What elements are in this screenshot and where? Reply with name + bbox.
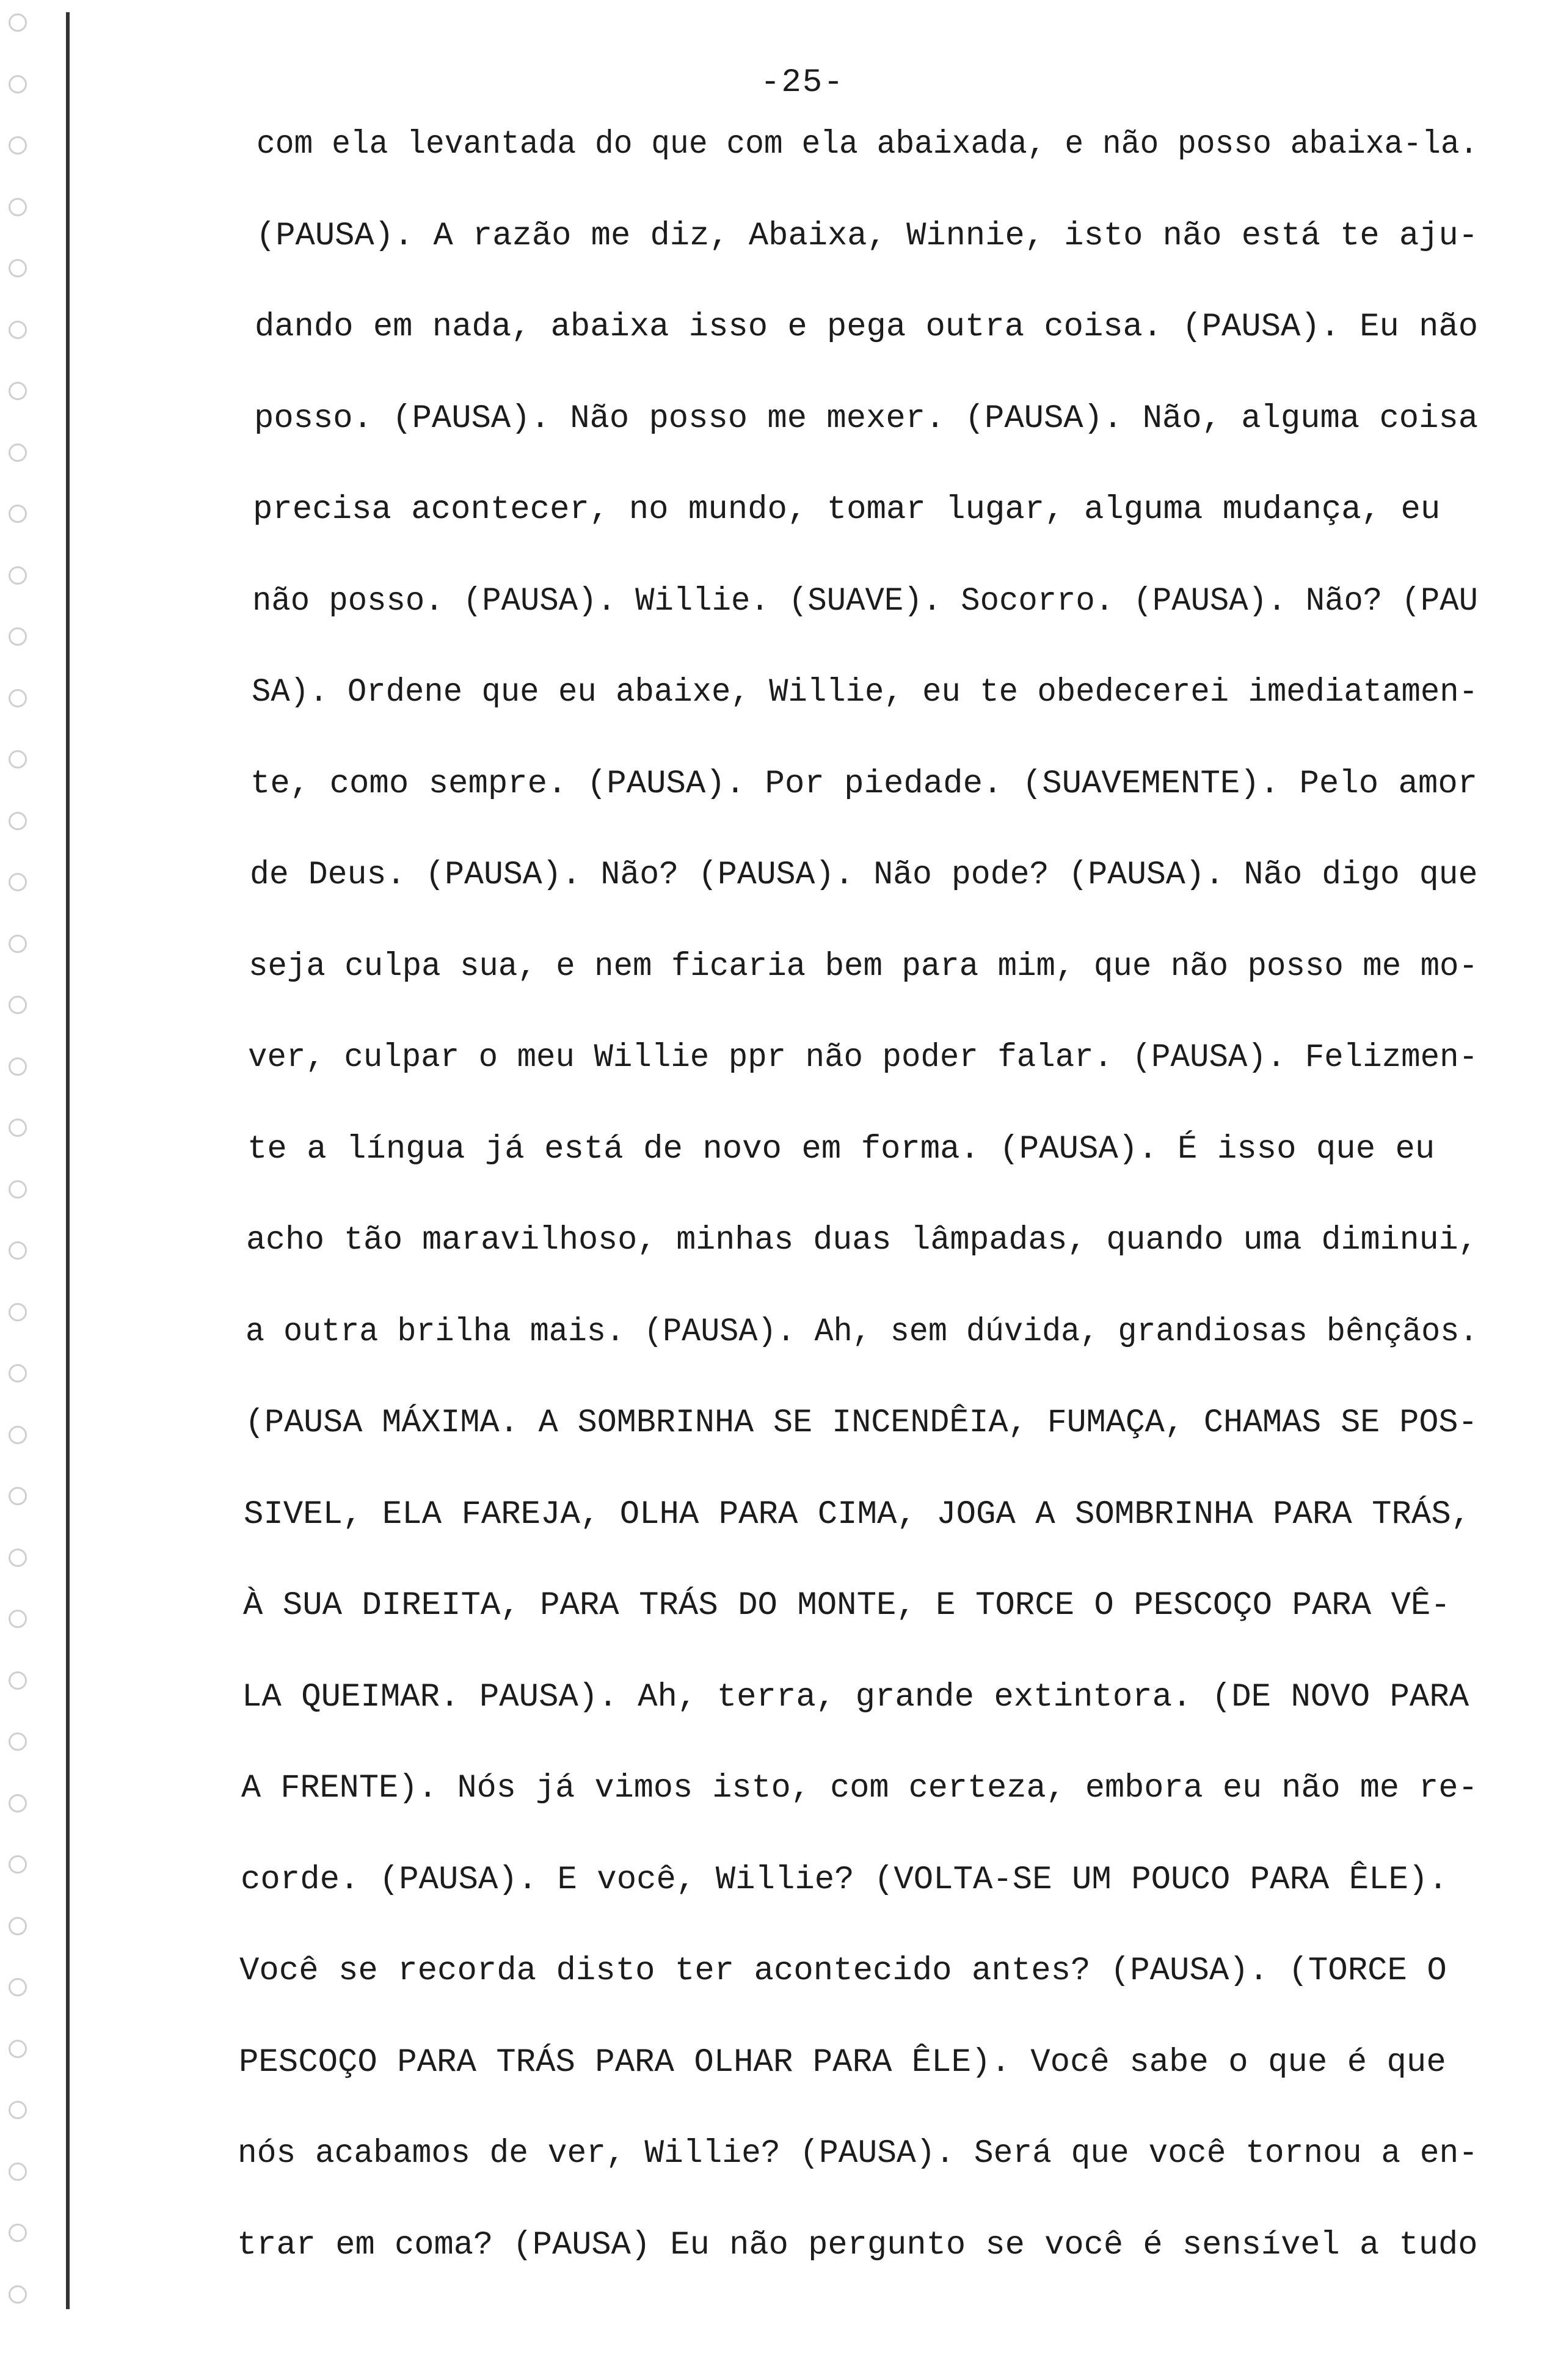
text-line: dando em nada, abaixa isso e pega outra coisa. (PAUSA). Eu não: [255, 308, 1479, 346]
binder-hole: [9, 2040, 27, 2058]
text-line: corde. (PAUSA). E você, Willie? (VOLTA-SE UM POUCO PARA ÊLE).: [241, 1861, 1448, 1899]
binder-hole: [9, 1732, 27, 1751]
text-line: posso. (PAUSA). Não posso me mexer. (PAUSA). Não, alguma coisa: [254, 400, 1479, 437]
text-line: Você se recorda disto ter acontecido antes? (PAUSA). (TORCE O: [239, 1952, 1447, 1990]
text-line: te a língua já está de novo em forma. (PAUSA). É isso que eu: [247, 1131, 1435, 1168]
text-line: SIVEL, ELA FAREJA, OLHA PARA CIMA, JOGA A SOMBRINHA PARA TRÁS,: [244, 1496, 1471, 1533]
text-line: LA QUEIMAR. PAUSA). Ah, terra, grande extintora. (DE NOVO PARA: [242, 1679, 1469, 1716]
binder-hole: [9, 1855, 27, 1874]
text-line: não posso. (PAUSA). Willie. (SUAVE). Socorro. (PAUSA). Não? (PAU: [252, 583, 1478, 620]
text-line: SA). Ordene que eu abaixe, Willie, eu te obedecerei imediatamen-: [252, 674, 1478, 711]
binder-hole: [9, 1549, 27, 1567]
binder-hole: [9, 1180, 27, 1199]
text-line: A FRENTE). Nós já vimos isto, com certeza, embora eu não me re-: [241, 1770, 1478, 1807]
binder-hole: [9, 321, 27, 339]
binder-hole: [9, 505, 27, 523]
binder-hole: [9, 996, 27, 1014]
binder-hole: [9, 627, 27, 646]
text-line: PESCOÇO PARA TRÁS PARA OLHAR PARA ÊLE). Você sabe o que é que: [239, 2044, 1446, 2081]
binder-hole: [9, 198, 27, 216]
binder-holes: [0, 0, 43, 2380]
text-line: ver, culpar o meu Willie ppr não poder falar. (PAUSA). Felizmen-: [248, 1039, 1479, 1076]
binder-hole: [9, 1426, 27, 1444]
text-line: acho tão maravilhoso, minhas duas lâmpadas, quando uma diminui,: [246, 1222, 1478, 1259]
text-line: trar em coma? (PAUSA) Eu não pergunto se você é sensível a tudo: [237, 2227, 1478, 2264]
binder-hole: [9, 873, 27, 891]
binder-hole: [9, 1917, 27, 1935]
binder-hole: [9, 1119, 27, 1137]
binder-hole: [9, 689, 27, 707]
binder-hole: [9, 566, 27, 585]
binder-hole: [9, 1610, 27, 1628]
text-line: (PAUSA). A razão me diz, Abaixa, Winnie, isto não está te aju-: [256, 217, 1479, 255]
binder-hole: [9, 2285, 27, 2304]
binder-hole: [9, 1057, 27, 1076]
text-line: de Deus. (PAUSA). Não? (PAUSA). Não pode? (PAUSA). Não digo que: [250, 856, 1478, 894]
text-line: com ela levantada do que com ela abaixada, e não posso abaixa-la.: [257, 126, 1479, 163]
binder-hole: [9, 1303, 27, 1321]
text-line: precisa acontecer, no mundo, tomar lugar, alguma mudança, eu: [253, 491, 1441, 528]
binder-hole: [9, 812, 27, 830]
text-line: a outra brilha mais. (PAUSA). Ah, sem dúvida, grandiosas bênçãos.: [246, 1313, 1479, 1351]
binder-hole: [9, 136, 27, 155]
binder-hole: [9, 1671, 27, 1690]
binder-hole: [9, 1487, 27, 1505]
binder-hole: [9, 75, 27, 93]
binder-hole: [9, 13, 27, 32]
binder-hole: [9, 1978, 27, 1996]
text-line: (PAUSA MÁXIMA. A SOMBRINHA SE INCENDÊIA, FUMAÇA, CHAMAS SE POS-: [245, 1404, 1478, 1442]
binder-hole: [9, 382, 27, 400]
binder-hole: [9, 2101, 27, 2119]
binder-hole: [9, 935, 27, 953]
binder-hole: [9, 1364, 27, 1382]
text-line: te, como sempre. (PAUSA). Por piedade. (SUAVEMENTE). Pelo amor: [250, 765, 1478, 803]
binding-margin-line: [66, 12, 70, 2309]
text-line: À SUA DIREITA, PARA TRÁS DO MONTE, E TORCE O PESCOÇO PARA VÊ-: [243, 1587, 1451, 1624]
binder-hole: [9, 1794, 27, 1812]
page-number: -25-: [760, 64, 845, 101]
binder-hole: [9, 1241, 27, 1260]
binder-hole: [9, 750, 27, 768]
binder-hole: [9, 2224, 27, 2242]
binder-hole: [9, 444, 27, 462]
text-line: seja culpa sua, e nem ficaria bem para mim, que não posso me mo-: [249, 948, 1478, 985]
text-line: nós acabamos de ver, Willie? (PAUSA). Será que você tornou a en-: [238, 2135, 1479, 2172]
binder-hole: [9, 2163, 27, 2181]
binder-hole: [9, 259, 27, 277]
